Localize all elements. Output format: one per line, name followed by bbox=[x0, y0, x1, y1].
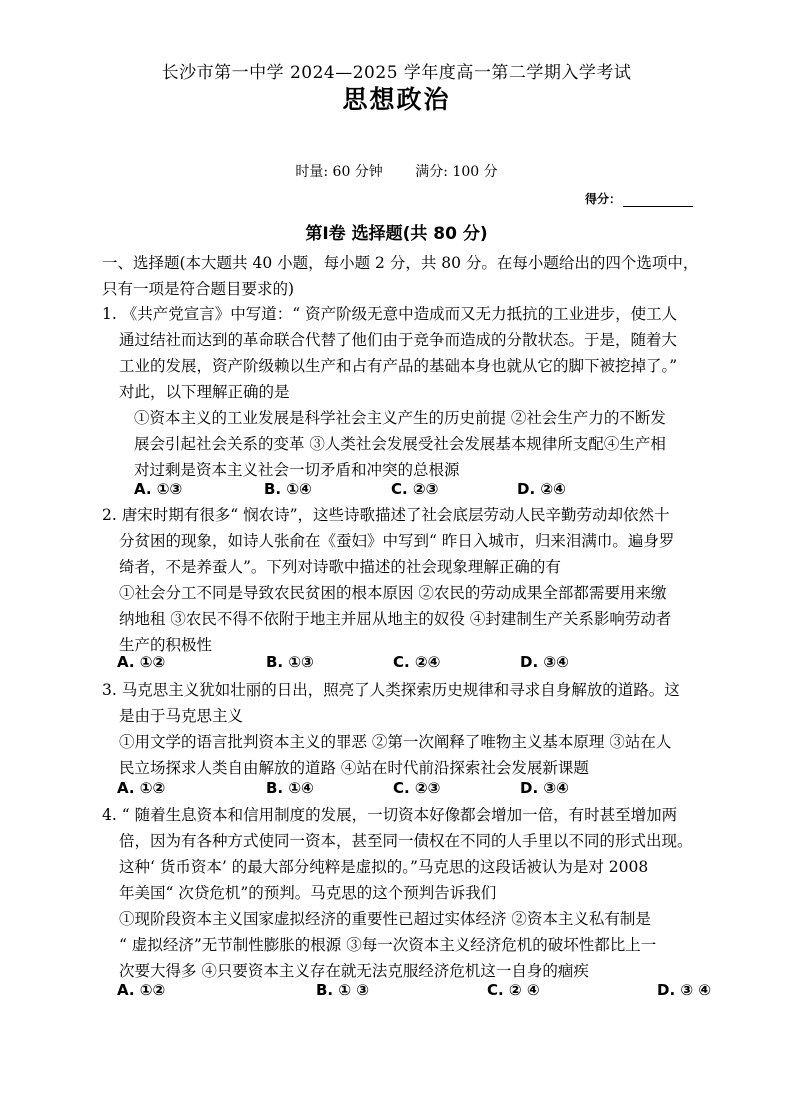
question-3-statements: 民立场探求人类自由解放的道路 ④站在时代前沿探索社会发展新课题 bbox=[119, 759, 589, 777]
instruction-line: 一、选择题(本大题共 40 小题，每小题 2 分，共 80 分。在每小题给出的四个选项中， bbox=[102, 254, 699, 272]
option-b: B. ①④ bbox=[266, 779, 314, 797]
section-title: 第Ⅰ卷 选择题(共 80 分) bbox=[305, 224, 488, 244]
question-1-options bbox=[0, 476, 793, 502]
question-4-options bbox=[0, 977, 793, 1003]
question-4-stem: 倍，因为有各种方式使同一资本，甚至同一债权在不同的人手里以不同的形式出现。 bbox=[119, 832, 693, 850]
score-label: 得分： bbox=[585, 192, 622, 206]
option-b: B. ①③ bbox=[266, 653, 314, 671]
option-c: C. ② ④ bbox=[487, 981, 540, 999]
question-2-options bbox=[0, 649, 793, 675]
question-2-statements: 生产的积极性 bbox=[119, 636, 213, 654]
subject-title: 思想政治 bbox=[342, 85, 451, 114]
option-d: D. ③ ④ bbox=[657, 981, 711, 999]
question-2-stem: 分贫困的现象，如诗人张俞在《蚕妇》中写到“ 昨日入城市，归来泪满巾。遍身罗 bbox=[119, 532, 675, 550]
question-4-statements: “ 虚拟经济”无节制性膨胀的根源 ③每一次资本主义经济危机的破坏性都比上一 bbox=[119, 936, 657, 954]
question-1-stem: 1. 《共产党宣言》中写道：“ 资产阶级无意中造成而又无力抵抗的工业进步，使工人 bbox=[102, 305, 678, 323]
option-c: C. ②④ bbox=[393, 653, 441, 671]
score-blank-line bbox=[623, 194, 693, 207]
question-4-statements: 次要大得多 ④只要资本主义存在就无法克服经济危机这一自身的痼疾 bbox=[119, 962, 589, 980]
question-1-statements: 对过剩是资本主义社会一切矛盾和冲突的总根源 bbox=[134, 461, 460, 479]
question-2-statements: 纳地租 ③农民不得不依附于地主并屈从地主的奴役 ④封建制生产关系影响劳动者 bbox=[119, 610, 672, 628]
question-3-stem: 3. 马克思主义犹如壮丽的日出，照亮了人类探索历史规律和寻求自身解放的道路。这 bbox=[102, 681, 680, 699]
full-score: 满分: 100 分 bbox=[415, 164, 498, 180]
question-4-stem: 4. “ 随着生息资本和信用制度的发展，一切资本好像都会增加一倍，有时甚至增加两 bbox=[102, 806, 678, 824]
question-4-stem: 年美国“ 次贷危机”的预判。马克思的这个预判告诉我们 bbox=[119, 884, 497, 902]
time-limit: 时量: 60 分钟 bbox=[295, 164, 383, 180]
option-c: C. ②③ bbox=[393, 779, 441, 797]
exam-title: 长沙市第一中学 2024—2025 学年度高一第二学期入学考试 bbox=[161, 63, 632, 83]
question-1-stem: 通过结社而达到的革命联合代替了他们由于竞争而造成的分散状态。于是，随着大 bbox=[119, 331, 678, 349]
question-2-stem: 2. 唐宋时期有很多“ 悯农诗”，这些诗歌描述了社会底层劳动人民辛勤劳动却依然十 bbox=[102, 506, 670, 524]
option-a: A. ①③ bbox=[134, 480, 183, 498]
option-a: A. ①② bbox=[117, 981, 166, 999]
option-d: D. ③④ bbox=[520, 653, 569, 671]
exam-meta bbox=[0, 161, 793, 181]
question-4-stem: 这种‘ 货币资本’ 的最大部分纯粹是虚拟的。”马克思的这段话被认为是对 2008 bbox=[119, 858, 649, 876]
instruction-line: 只有一项是符合题目要求的) bbox=[102, 280, 295, 298]
option-b: B. ①④ bbox=[264, 480, 312, 498]
question-3-options bbox=[0, 775, 793, 801]
option-a: A. ①② bbox=[117, 779, 166, 797]
question-2-stem: 绮者，不是养蚕人”。下列对诗歌中描述的社会现象理解正确的有 bbox=[119, 558, 561, 576]
option-d: D. ③④ bbox=[520, 779, 569, 797]
option-c: C. ②③ bbox=[391, 480, 439, 498]
question-1-statements: 展会引起社会关系的变革 ③人类社会发展受社会发展基本规律所支配④生产相 bbox=[134, 435, 666, 453]
question-1-stem: 对此，以下理解正确的是 bbox=[119, 383, 290, 401]
option-b: B. ① ③ bbox=[316, 981, 369, 999]
question-1-statements: ①资本主义的工业发展是科学社会主义产生的历史前提 ②社会生产力的不断发 bbox=[134, 409, 666, 427]
option-d: D. ②④ bbox=[517, 480, 566, 498]
question-3-stem: 是由于马克思主义 bbox=[119, 707, 244, 725]
question-4-statements: ①现阶段资本主义国家虚拟经济的重要性已超过实体经济 ②资本主义私有制是 bbox=[119, 910, 651, 928]
option-a: A. ①② bbox=[117, 653, 166, 671]
question-1-stem: 工业的发展，资产阶级赖以生产和占有产品的基础本身也就从它的脚下被挖掉了。” bbox=[119, 357, 678, 375]
question-2-statements: ①社会分工不同是导致农民贫困的根本原因 ②农民的劳动成果全部都需要用来缴 bbox=[119, 584, 667, 602]
score-field bbox=[585, 190, 693, 207]
question-3-statements: ①用文学的语言批判资本主义的罪恶 ②第一次阐释了唯物主义基本原理 ③站在人 bbox=[119, 733, 672, 751]
